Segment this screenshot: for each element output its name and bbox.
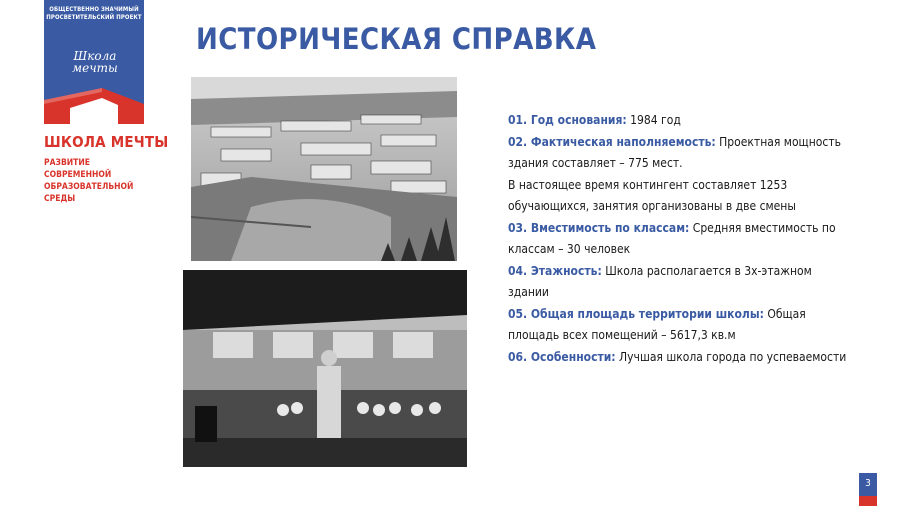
fact-label: 05. Общая площадь территории школы: <box>508 306 764 321</box>
fact-text: Проектная мощность здания составляет – 775 мест. <box>508 134 841 170</box>
page-number-accent <box>859 496 877 506</box>
fact-text: Общая площадь всех помещений – 5617,3 кв.м <box>508 306 806 342</box>
facts-list <box>508 110 853 368</box>
fact-item-extra: В настоящее время контингент составляет 1253 обучающихся, занятия организованы в две смены <box>508 177 796 213</box>
brand-subtitle <box>44 157 154 205</box>
logo-script <box>64 50 126 74</box>
brand-subtitle-line2: ОБРАЗОВАТЕЛЬНОЙ СРЕДЫ <box>44 182 134 204</box>
logo-caption-line2: ПРОСВЕТИТЕЛЬСКИЙ ПРОЕКТ <box>46 14 142 21</box>
fact-item <box>508 132 853 175</box>
fact-text: Школа располагается в 3х-этажном здании <box>508 263 812 299</box>
house-icon <box>44 86 144 124</box>
fact-text: Лучшая школа города по успеваемости <box>615 349 847 364</box>
historical-ceremony-photo <box>183 270 467 467</box>
logo-caption <box>44 6 144 22</box>
brand-subtitle-line1: РАЗВИТИЕ СОВРЕМЕННОЙ <box>44 158 112 180</box>
fact-label: 04. Этажность: <box>508 263 602 278</box>
fact-item <box>508 261 853 304</box>
fact-label: 02. Фактическая наполняемость: <box>508 134 716 149</box>
brand-title: ШКОЛА МЕЧТЫ <box>44 133 169 151</box>
fact-label: 01. Год основания: <box>508 113 627 127</box>
logo-script-line1: Школа <box>73 49 117 63</box>
page-title: ИСТОРИЧЕСКАЯ СПРАВКА <box>196 22 597 56</box>
fact-item <box>508 347 853 369</box>
fact-text: Средняя вместимость по классам – 30 человек <box>508 220 836 256</box>
historical-aerial-photo <box>191 77 457 261</box>
project-logo <box>44 0 144 124</box>
logo-caption-line1: ОБЩЕСТВЕННО ЗНАЧИМЫЙ <box>49 6 139 13</box>
fact-label: 03. Вместимость по классам: <box>508 220 690 235</box>
fact-text: 1984 год <box>626 113 681 127</box>
fact-item <box>508 110 853 132</box>
fact-item <box>508 218 853 261</box>
fact-label: 06. Особенности: <box>508 349 616 364</box>
fact-item <box>508 304 853 347</box>
page-number: 3 <box>859 473 877 506</box>
logo-script-line2: мечты <box>72 61 118 75</box>
